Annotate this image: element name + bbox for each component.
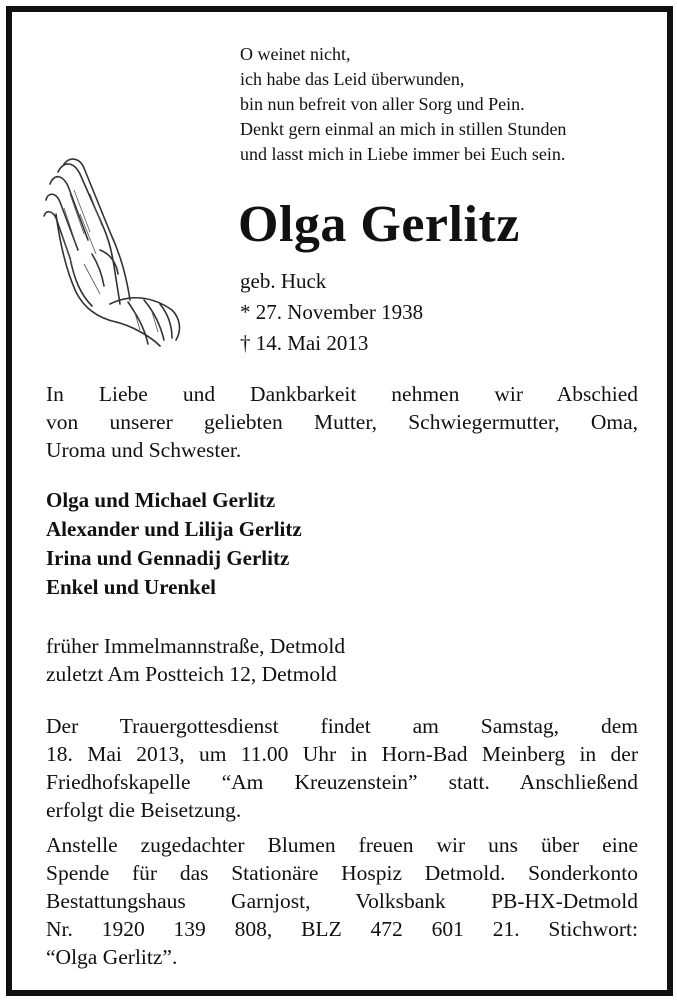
family-entry: Irina und Gennadij Gerlitz [46, 546, 290, 570]
address-line: früher Immelmannstraße, Detmold [46, 634, 346, 658]
family-entry: Olga und Michael Gerlitz [46, 488, 276, 512]
text-line: Friedhofskapelle “Am Kreuzenstein” statt. Anschließend [46, 770, 638, 794]
text-line: 18. Mai 2013, um 11.00 Uhr in Horn-Bad Meinberg in der [46, 742, 638, 766]
family-entry: Enkel und Urenkel [46, 575, 216, 599]
text-line: Der Trauergottesdienst findet am Samstag, dem [46, 714, 638, 738]
poem-line: ich habe das Leid überwunden, [240, 69, 465, 89]
poem-line: Denkt gern einmal an mich in stillen Stunden [240, 119, 567, 139]
life-dates [240, 266, 423, 359]
service-text [46, 712, 638, 824]
birth-name: geb. Huck [240, 269, 327, 293]
address-block [46, 632, 638, 688]
praying-hands-icon [40, 154, 190, 349]
text-line: In Liebe und Dankbarkeit nehmen wir Abschied [46, 382, 638, 406]
poem-line: O weinet nicht, [240, 44, 351, 64]
poem-line: bin nun befreit von aller Sorg und Pein. [240, 94, 525, 114]
farewell-text [46, 380, 638, 464]
text-line: Spende für das Stationäre Hospiz Detmold. Sonderkonto [46, 861, 638, 885]
text-line: Uroma und Schwester. [46, 438, 242, 462]
donation-text [46, 831, 638, 971]
text-line: Bestattungshaus Garnjost, Volksbank PB-HX-Detmold [46, 889, 638, 913]
family-entry: Alexander und Lilija Gerlitz [46, 517, 302, 541]
text-line: von unserer geliebten Mutter, Schwiegermutter, Oma, [46, 410, 638, 434]
family-list [46, 486, 638, 602]
poem-line: und lasst mich in Liebe immer bei Euch sein. [240, 144, 566, 164]
poem [240, 42, 660, 167]
text-line: Nr. 1920 139 808, BLZ 472 601 21. Stichwort: [46, 917, 638, 941]
birth-date: * 27. November 1938 [240, 300, 424, 324]
deceased-name: Olga Gerlitz [238, 196, 520, 253]
death-date: † 14. Mai 2013 [240, 331, 369, 355]
text-line: erfolgt die Beisetzung. [46, 798, 242, 822]
obituary-frame [6, 6, 673, 996]
text-line: “Olga Gerlitz”. [46, 945, 178, 969]
address-line: zuletzt Am Postteich 12, Detmold [46, 662, 337, 686]
text-line: Anstelle zugedachter Blumen freuen wir uns über eine [46, 833, 638, 857]
